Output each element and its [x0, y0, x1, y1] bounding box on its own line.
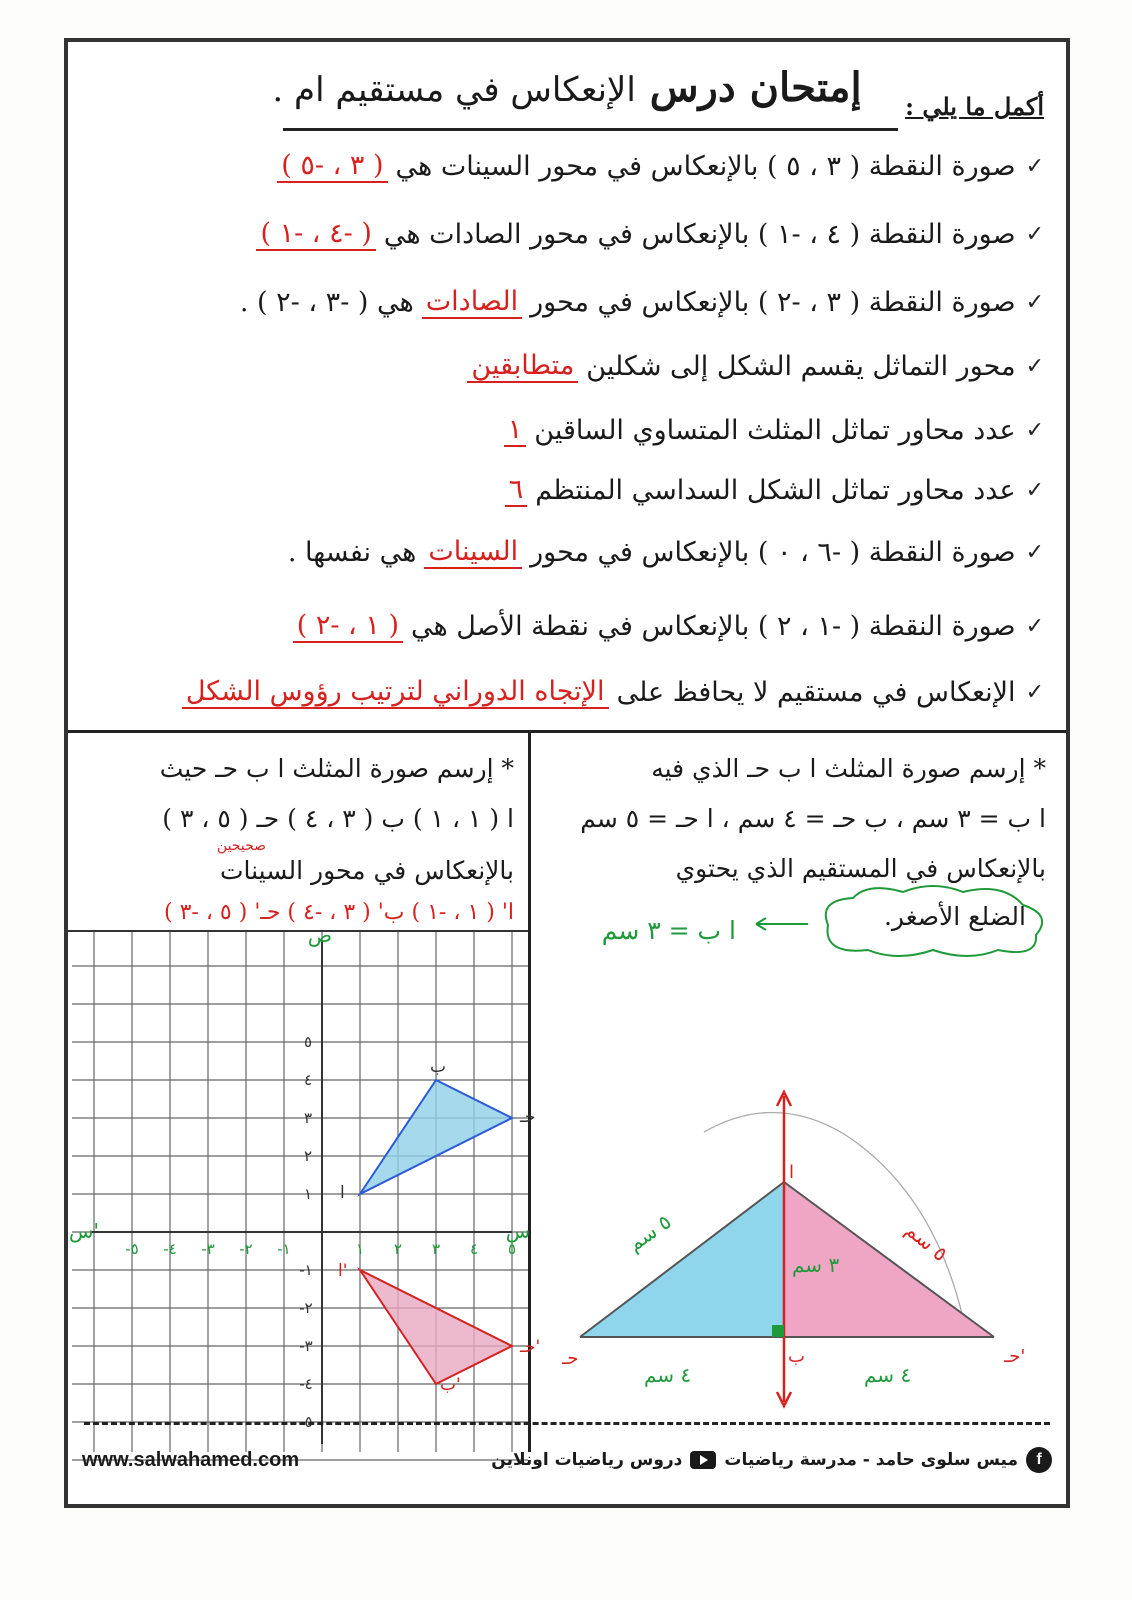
right-problem-line3: بالإنعكاس في المستقيم الذي يحتوي — [675, 854, 1046, 883]
answer: ( ١ ، -٢ ) — [293, 610, 403, 643]
left-problem-line3: بالإنعكاس في محور السينات — [219, 856, 514, 885]
right-problem-line4: الضلع الأصغر. — [883, 902, 1026, 931]
question-text: محور التماثل يقسم الشكل إلى شكلين — [586, 350, 1016, 382]
section-divider — [68, 730, 1066, 733]
answer: السينات — [424, 536, 522, 569]
question-2 — [90, 210, 1044, 258]
question-9 — [90, 668, 1044, 716]
footer-credits — [491, 1447, 1052, 1473]
check-mark: ✓ — [1025, 613, 1044, 639]
x-tick-label: -٤ — [163, 1240, 177, 1258]
question-7 — [90, 528, 1044, 576]
vertex-c2-label: حـ' — [1004, 1346, 1026, 1367]
answer: متطابقين — [467, 350, 578, 383]
y-tick-label: -٤ — [299, 1375, 313, 1393]
question-text: عدد محاور تماثل المثلث المتساوي الساقين — [534, 414, 1016, 446]
title-rest: الإنعكاس في مستقيم ام . — [272, 70, 636, 110]
youtube-icon[interactable] — [690, 1451, 716, 1469]
y-tick-label: ٣ — [303, 1109, 313, 1127]
check-mark: ✓ — [1025, 221, 1044, 247]
question-8 — [90, 602, 1044, 650]
question-5 — [90, 406, 1044, 454]
y-tick-label: -٣ — [299, 1337, 313, 1355]
y-tick-label: ٥ — [303, 1033, 313, 1051]
y-tick-label: -٥ — [299, 1413, 313, 1431]
credit-text: ميس سلوى حامد - مدرسة رياضيات — [724, 1450, 1018, 1470]
vertex-b-label: ب — [788, 1346, 805, 1367]
x-tick-label: -٣ — [201, 1240, 215, 1258]
left-problem-line1: * إرسم صورة المثلث ا ب حـ حيث — [159, 754, 514, 783]
x-tick-label: ١ — [355, 1240, 365, 1258]
question-text: الإنعكاس في مستقيم لا يحافظ على — [616, 676, 1016, 708]
side-bc2-label: ٤ سم — [864, 1363, 912, 1387]
vertex-a-label: ا — [340, 1183, 345, 1203]
facebook-icon[interactable]: f — [1026, 1447, 1052, 1473]
y-axis-label: ص — [307, 923, 333, 947]
x-tick-label: ٢ — [393, 1240, 403, 1258]
left-problem-note: صحيحين — [216, 838, 266, 854]
left-problem-answer: ا' ( ١ ، -١ ) ب' ( ٣ ، -٤ ) حـ' ( ٥ ، -٣ ) — [163, 900, 514, 925]
vertex-c-label: حـ — [520, 1107, 536, 1127]
x-tick-label: ٥ — [507, 1240, 517, 1258]
check-mark: ✓ — [1025, 353, 1044, 379]
question-text: عدد محاور تماثل الشكل السداسي المنتظم — [535, 474, 1016, 506]
check-mark: ✓ — [1025, 679, 1044, 705]
right-problem-answer: ا ب = ٣ سم — [601, 916, 736, 945]
check-mark: ✓ — [1025, 539, 1044, 565]
title-main: إمتحان درس — [649, 64, 862, 111]
footer — [82, 1440, 1052, 1480]
y-tick-label: -١ — [299, 1261, 313, 1279]
answer: ١ — [504, 414, 527, 447]
question-text: صورة النقطة ( ٣ ، -٢ ) بالإنعكاس في محور — [530, 286, 1016, 318]
coordinate-grid — [69, 923, 541, 1452]
side-ac2-label: ٥ سم — [900, 1217, 953, 1267]
left-problem-line2: ا ( ١ ، ١ ) ب ( ٣ ، ٤ ) حـ ( ٥ ، ٣ ) — [162, 804, 514, 833]
check-mark: ✓ — [1025, 477, 1044, 503]
y-tick-label: -٢ — [299, 1299, 313, 1317]
answer: ٦ — [505, 474, 528, 507]
exam-sheet — [64, 38, 1070, 1508]
check-mark: ✓ — [1025, 153, 1044, 179]
question-text: صورة النقطة ( ٣ ، ٥ ) بالإنعكاس في محور السينات هي — [395, 150, 1016, 182]
complete-instruction: أكمل ما يلي : — [905, 92, 1044, 121]
side-ac-label: ٥ سم — [623, 1209, 676, 1257]
answer: ( -٤ ، -١ ) — [256, 218, 375, 251]
x-tick-label: -٢ — [239, 1240, 253, 1258]
question-text: صورة النقطة ( ٤ ، -١ ) بالإنعكاس في محور الصادات هي — [383, 218, 1016, 250]
answer: الصادات — [422, 286, 522, 319]
answer: ( ٣ ، -٥ ) — [277, 150, 387, 183]
construction-drawing — [534, 1072, 1054, 1422]
question-tail: هي نفسها . — [287, 536, 417, 568]
vertex-b2-label: ب' — [440, 1375, 461, 1395]
x-tick-label: ٤ — [469, 1240, 479, 1258]
vertex-c-label: حـ — [562, 1348, 579, 1369]
vertex-c2-label: حـ' — [520, 1337, 541, 1357]
y-tick-label: ١ — [303, 1185, 313, 1203]
vertex-a2-label: ا' — [338, 1261, 348, 1281]
right-problem-line1: * إرسم صورة المثلث ا ب حـ الذي فيه — [651, 754, 1046, 783]
check-mark: ✓ — [1025, 289, 1044, 315]
youtube-text: دروس رياضيات اونلاين — [491, 1450, 683, 1470]
y-tick-label: ٢ — [303, 1147, 313, 1165]
y-tick-label: ٤ — [303, 1071, 313, 1089]
question-text: صورة النقطة ( -٦ ، ٠ ) بالإنعكاس في محور — [530, 536, 1016, 568]
footer-rule — [84, 1422, 1050, 1425]
x-tick-label: -١ — [277, 1240, 291, 1258]
side-bc-label: ٤ سم — [644, 1363, 692, 1387]
answer: الإتجاه الدوراني لترتيب رؤوس الشكل — [182, 676, 609, 709]
side-ab-label: ٣ سم — [792, 1253, 840, 1277]
arrow-left-icon — [752, 914, 812, 934]
question-6 — [90, 466, 1044, 514]
x-axis-label: س — [505, 1219, 531, 1243]
question-text: صورة النقطة ( -١ ، ٢ ) بالإنعكاس في نقطة الأصل هي — [410, 610, 1016, 642]
x-tick-label: -٥ — [125, 1240, 139, 1258]
x-neg-label: س' — [69, 1219, 99, 1243]
website-link[interactable]: www.salwahamed.com — [82, 1448, 300, 1471]
question-tail: هي ( -٣ ، -٢ ) . — [239, 286, 414, 318]
question-4 — [90, 342, 1044, 390]
question-3 — [90, 278, 1044, 326]
vertex-b-label: ب — [430, 1057, 447, 1077]
right-problem-line2: ا ب = ٣ سم ، ب حـ = ٤ سم ، ا حـ = ٥ سم — [580, 804, 1046, 833]
question-1 — [90, 142, 1044, 190]
check-mark: ✓ — [1025, 417, 1044, 443]
vertex-a-label: ا — [789, 1162, 795, 1183]
title-underline — [283, 128, 898, 131]
x-tick-label: ٣ — [431, 1240, 441, 1258]
